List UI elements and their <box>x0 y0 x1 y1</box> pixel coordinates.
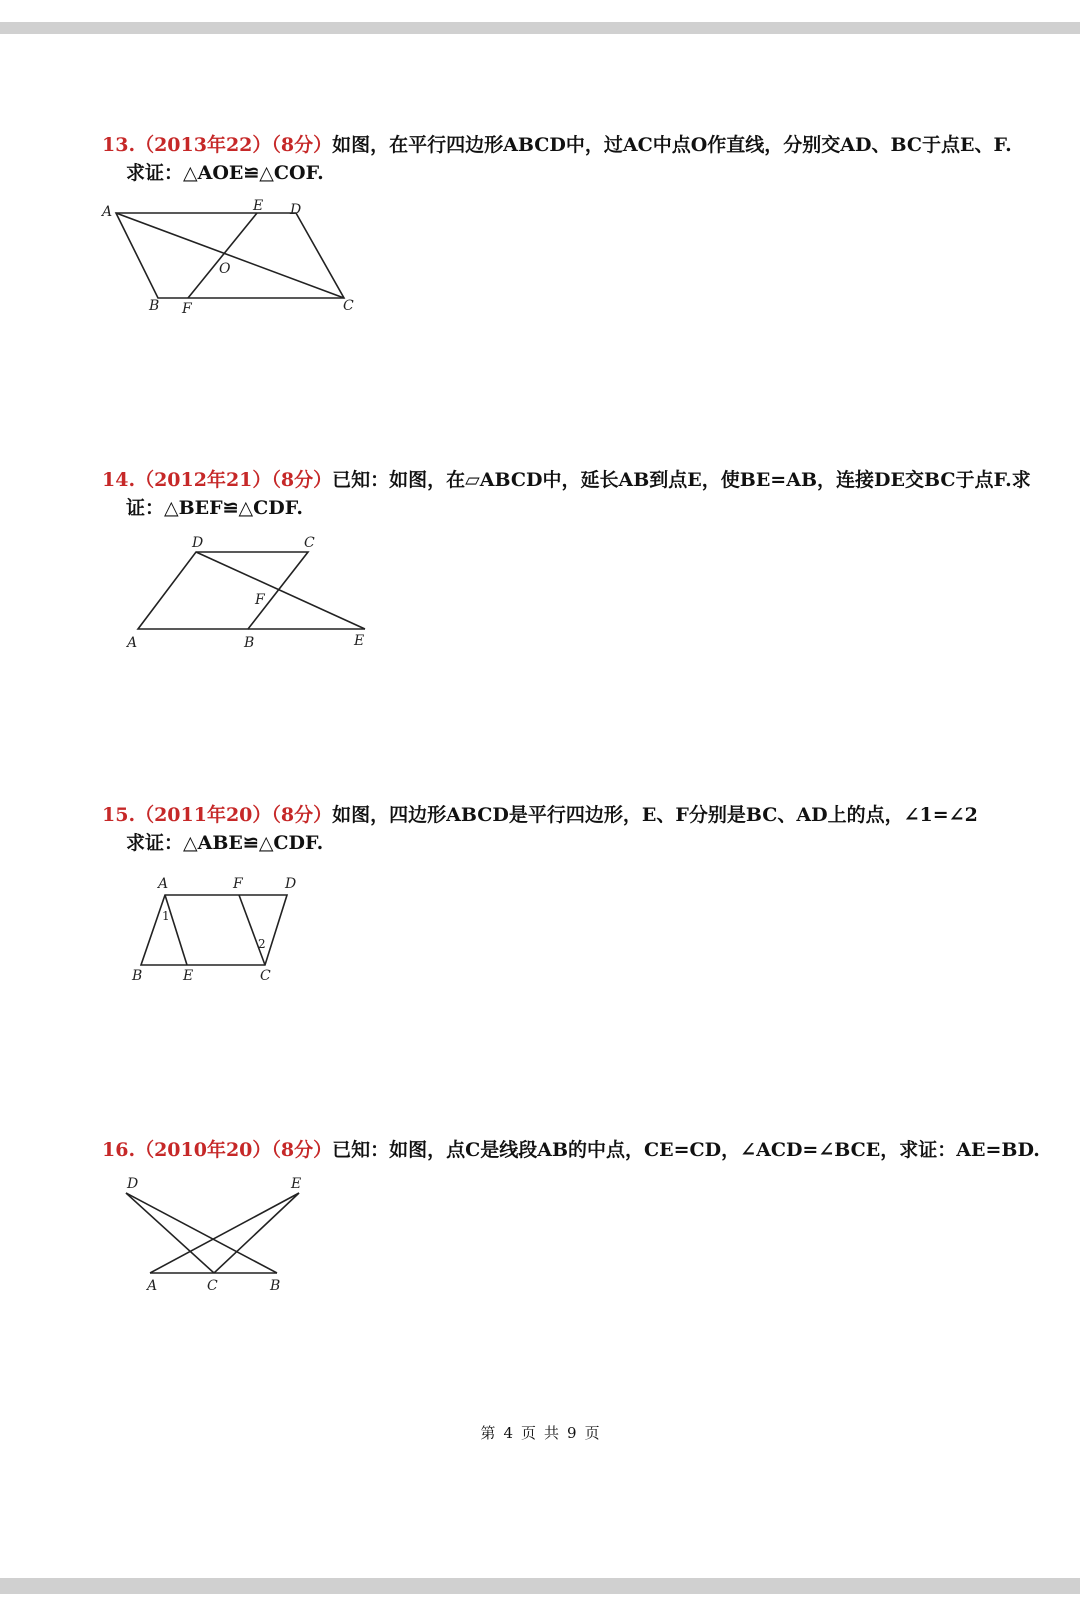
label-a: A <box>127 635 138 651</box>
problem-16-line-1 <box>102 1136 1040 1164</box>
label-e: E <box>253 198 264 214</box>
footer-word-4: 页 <box>584 1424 600 1442</box>
problem-14 <box>102 466 1031 522</box>
figure-14 <box>120 535 380 660</box>
label-a: A <box>102 204 113 220</box>
label-f: F <box>182 301 192 317</box>
label-b: B <box>132 968 143 984</box>
label-d: D <box>285 876 297 892</box>
problem-15-line-2: 求证：△ABE≌△CDF. <box>126 832 324 854</box>
problem-13-line-1 <box>102 131 1012 159</box>
problem-15-text: 如图，四边形ABCD是平行四边形，E、F分别是BC、AD上的点，∠1=∠2 <box>332 804 978 826</box>
problem-13-source: （2013年22）（8分） <box>135 134 333 156</box>
segment-de <box>196 552 365 629</box>
top-edge-bar <box>0 22 1080 34</box>
problem-14-line-2: 证：△BEF≌△CDF. <box>126 497 303 519</box>
label-d: D <box>127 1176 139 1192</box>
problem-13-text: 如图，在平行四边形ABCD中，过AC中点O作直线，分别交AD、BC于点E、F. <box>332 134 1012 156</box>
problem-15-line-1 <box>102 801 982 829</box>
label-c: C <box>343 298 354 314</box>
problem-15-number: 15. <box>102 804 136 826</box>
bottom-edge-bar <box>0 1578 1080 1594</box>
label-e: E <box>354 633 365 649</box>
segment-ae <box>150 1193 299 1273</box>
problem-16-text: 已知：如图，点C是线段AB的中点，CE=CD，∠ACD=∠BCE，求证：AE=BD. <box>332 1139 1040 1161</box>
figure-13 <box>100 198 380 323</box>
label-f: F <box>233 876 243 892</box>
problem-14-text: 已知：如图，在▱ABCD中，延长AB到点E，使BE=AB，连接DE交BC于点F.求 <box>332 469 1031 491</box>
problem-16-source: （2010年20）（8分） <box>135 1139 333 1161</box>
total-pages-number: 9 <box>567 1424 577 1442</box>
figure-16-diagram <box>118 1172 318 1302</box>
diagonal-ac <box>116 213 344 298</box>
problem-13 <box>102 131 1012 187</box>
line-ef <box>188 213 257 298</box>
problem-14-source: （2012年21）（8分） <box>135 469 333 491</box>
label-b: B <box>244 635 255 651</box>
page-footer <box>0 1422 1080 1443</box>
label-b: B <box>270 1278 281 1294</box>
label-f: F <box>255 592 265 608</box>
problem-16 <box>102 1136 1040 1164</box>
problem-14-line-1 <box>102 466 1031 494</box>
problem-13-line-2: 求证：△AOE≌△COF. <box>126 162 324 184</box>
figure-15-diagram <box>125 876 315 991</box>
figure-15 <box>125 876 315 991</box>
problem-15-source: （2011年20）（8分） <box>135 804 333 826</box>
label-d: D <box>192 535 204 551</box>
label-b: B <box>149 298 160 314</box>
figure-16 <box>118 1172 318 1302</box>
problem-13-number: 13. <box>102 134 136 156</box>
figure-13-diagram <box>100 198 380 323</box>
problem-14-number: 14. <box>102 469 136 491</box>
label-c: C <box>304 535 315 551</box>
label-d: D <box>290 202 302 218</box>
current-page-number: 4 <box>503 1424 513 1442</box>
footer-word-3: 共 <box>544 1424 560 1442</box>
figure-14-diagram <box>120 535 380 660</box>
footer-word-2: 页 <box>520 1424 536 1442</box>
label-c: C <box>260 968 271 984</box>
parallelogram-abcd <box>141 895 287 965</box>
label-e: E <box>291 1176 302 1192</box>
label-e: E <box>183 968 194 984</box>
segment-ce <box>214 1193 299 1273</box>
footer-word-1: 第 <box>480 1424 496 1442</box>
label-c: C <box>207 1278 218 1294</box>
angle-label-2: 2 <box>258 937 266 951</box>
segment-cf <box>239 895 265 965</box>
angle-label-1: 1 <box>162 909 170 923</box>
label-o: O <box>219 261 231 277</box>
label-a: A <box>158 876 169 892</box>
segment-ae <box>165 895 187 965</box>
label-a: A <box>147 1278 158 1294</box>
problem-16-number: 16. <box>102 1139 136 1161</box>
problem-15 <box>102 801 982 857</box>
